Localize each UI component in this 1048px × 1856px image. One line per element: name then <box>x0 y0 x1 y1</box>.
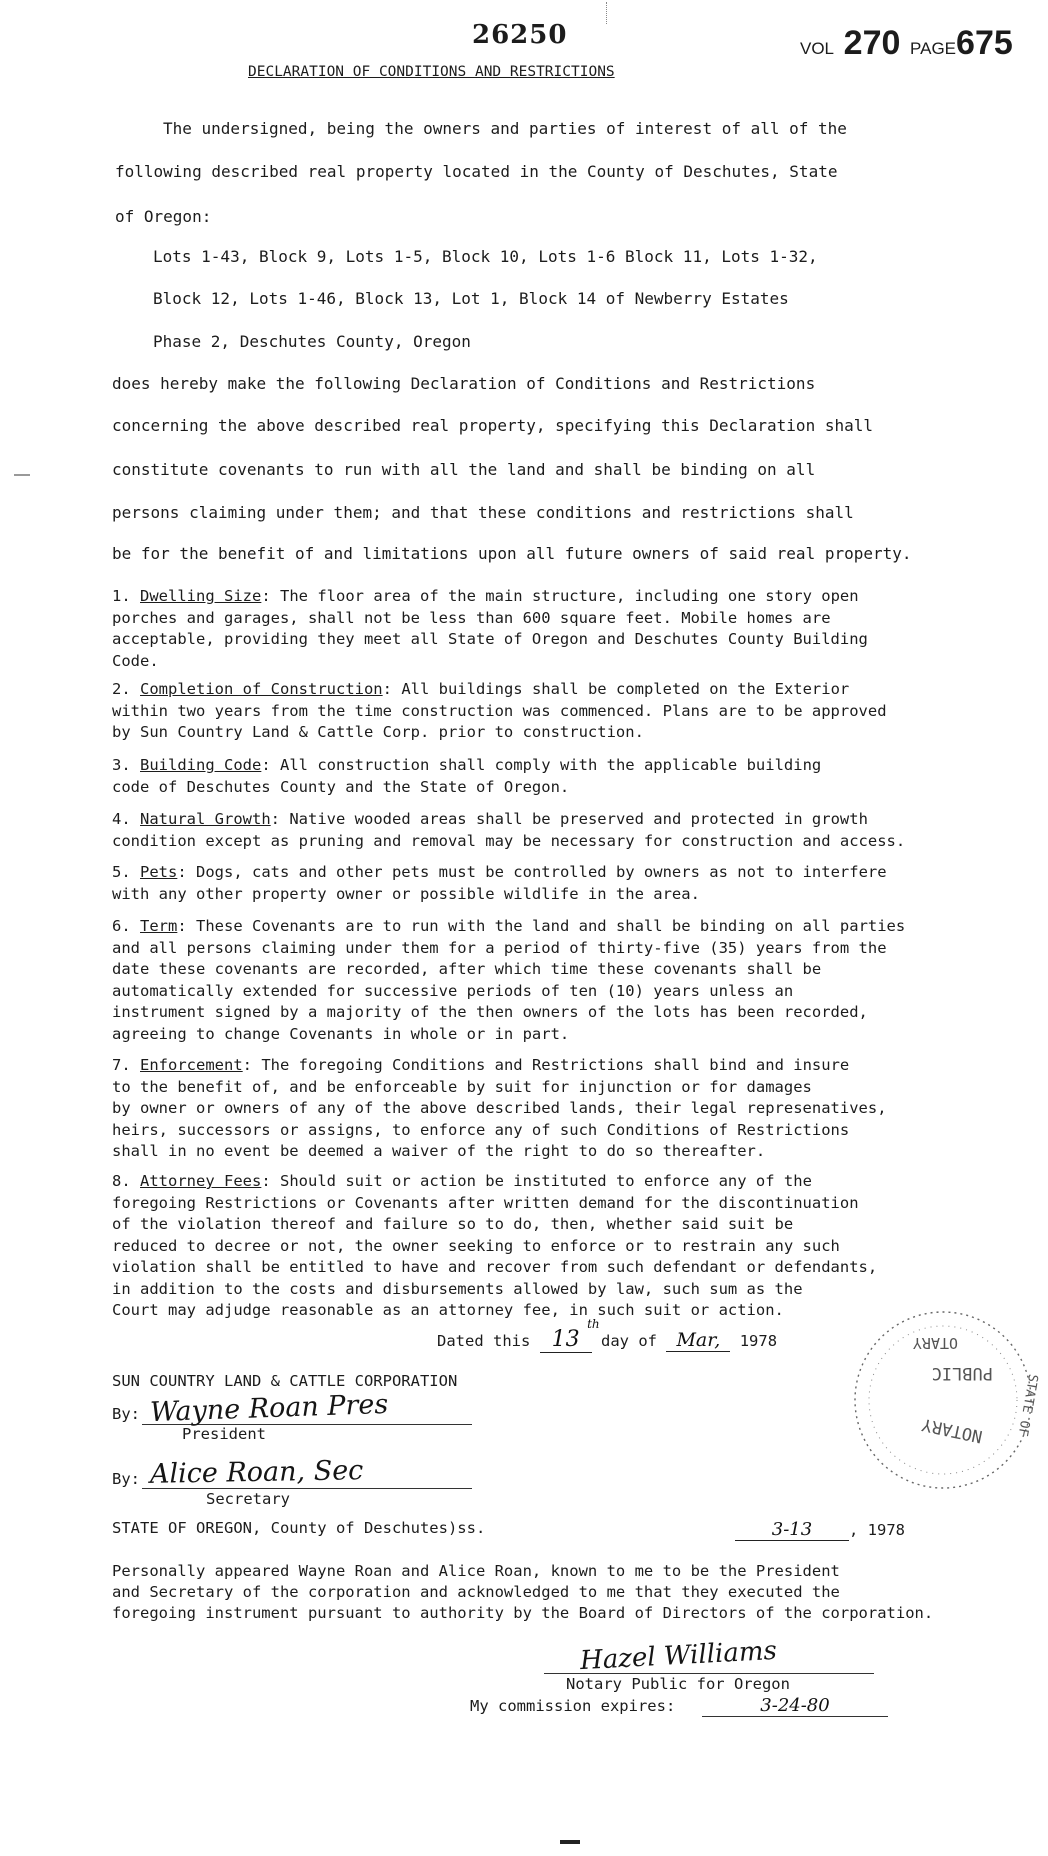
notary-body-line: foregoing instrument pursuant to authority by the Board of Directors of the corporation. <box>112 1604 934 1622</box>
notary-signature-line <box>544 1673 874 1674</box>
intro-closing-line: does hereby make the following Declaration of Conditions and Restrictions <box>112 374 816 393</box>
seal-text-side: STATE OF <box>1014 1372 1041 1438</box>
section-heading: Dwelling Size <box>140 587 262 605</box>
section-text: : All buildings shall be completed on the Exterior <box>382 680 850 698</box>
section-line: with any other property owner or possible wildlife in the area. <box>112 884 700 903</box>
section-text: : These Covenants are to run with the land and shall be binding on all parties <box>177 917 906 935</box>
company-name: SUN COUNTRY LAND & CATTLE CORPORATION <box>112 1372 458 1390</box>
notary-body-line: Personally appeared Wayne Roan and Alice Roan, known to me to be the President <box>112 1562 840 1580</box>
notary-date-blank <box>735 1519 849 1541</box>
section-line: heirs, successors or assigns, to enforce any of such Conditions of Restrictions <box>112 1120 850 1139</box>
section-number: 2. <box>112 680 131 698</box>
scan-artifact <box>606 2 609 24</box>
section-line: to the benefit of, and be enforceable by suit for injunction or for damages <box>112 1077 812 1096</box>
section-heading: Enforcement <box>140 1056 243 1074</box>
section-completion-of-construction <box>112 679 1027 744</box>
page-label: PAGE <box>910 39 957 58</box>
section-attorney-fees <box>112 1171 1027 1322</box>
president-signature: Wayne Roan Pres <box>149 1388 389 1429</box>
section-line: instrument signed by a majority of the then owners of the lots has been recorded, <box>112 1003 868 1021</box>
section-line: condition except as pruning and removal may be necessary for construction and access. <box>112 831 906 850</box>
notary-date-field <box>735 1519 905 1541</box>
section-number: 5. <box>112 863 131 881</box>
intro-closing-line: constitute covenants to run with all the land and shall be binding on all <box>112 460 816 479</box>
notary-seal <box>838 1300 1048 1500</box>
notary-title: Notary Public for Oregon <box>566 1675 790 1693</box>
section-heading: Completion of Construction <box>140 680 383 698</box>
section-line: Court may adjudge reasonable as an attorney fee, in such suit or action. <box>112 1301 784 1319</box>
section-text: : Dogs, cats and other pets must be controlled by owners as not to interfere <box>177 863 887 881</box>
section-first-line <box>112 586 1027 608</box>
section-first-line <box>112 1171 1027 1193</box>
section-line: acceptable, providing they meet all State of Oregon and Deschutes County Building <box>112 630 868 648</box>
section-pets <box>112 862 1027 905</box>
section-text: : The floor area of the main structure, including one story open <box>261 587 859 605</box>
dated-month: Mar, <box>676 1329 721 1351</box>
intro-line: The undersigned, being the owners and parties of interest of all of the <box>163 119 847 138</box>
property-line: Lots 1-43, Block 9, Lots 1-5, Block 10, Lots 1-6 Block 11, Lots 1-32, <box>153 247 818 266</box>
section-first-line <box>112 755 1027 777</box>
commission-label: My commission expires: <box>470 1697 676 1715</box>
section-line: automatically extended for successive periods of ten (10) years unless an <box>112 981 794 1000</box>
by-label-secretary: By: <box>112 1470 140 1488</box>
document-title: DECLARATION OF CONDITIONS AND RESTRICTIONS <box>248 64 615 80</box>
section-line: porches and garages, shall not be less than 600 square feet. Mobile homes are <box>112 608 831 627</box>
section-heading: Pets <box>140 863 178 881</box>
section-first-line <box>112 809 1027 831</box>
seal-text-top: OTARY <box>912 1334 958 1352</box>
section-heading: Term <box>140 917 178 935</box>
vol-label: VOL <box>800 39 835 58</box>
property-line: Block 12, Lots 1-46, Block 13, Lot 1, Block 14 of Newberry Estates <box>153 289 789 308</box>
section-line: and all persons claiming under them for a period of thirty-five (35) years from the <box>112 938 887 957</box>
section-line: by Sun Country Land & Cattle Corp. prior to construction. <box>112 723 644 741</box>
seal-text-mid: PUBLIC <box>931 1363 993 1383</box>
section-line: in addition to the costs and disbursements allowed by law, such sum as the <box>112 1279 803 1298</box>
intro-line: following described real property located in the County of Deschutes, State <box>115 162 838 181</box>
volume-page-stamp <box>800 24 1013 63</box>
section-dwelling-size <box>112 586 1027 672</box>
section-natural-growth <box>112 809 1027 852</box>
dated-prefix: Dated this <box>437 1332 531 1350</box>
vol-number: 270 <box>843 24 901 62</box>
section-first-line <box>112 862 1027 884</box>
intro-line: of Oregon: <box>115 207 212 226</box>
section-term <box>112 916 1027 1045</box>
section-heading: Natural Growth <box>140 810 271 828</box>
president-title: President <box>182 1425 266 1443</box>
section-number: 1. <box>112 587 131 605</box>
commission-date: 3-24-80 <box>760 1695 830 1716</box>
section-line: Code. <box>112 651 159 670</box>
section-text: : The foregoing Conditions and Restrictions shall bind and insure <box>242 1056 850 1074</box>
notary-date: 3-13 <box>771 1519 813 1540</box>
section-line: violation shall be entitled to have and recover from such defendant or defendants, <box>112 1258 878 1276</box>
intro-closing-line: persons claiming under them; and that these conditions and restrictions shall <box>112 503 854 522</box>
page-number: 675 <box>956 24 1013 62</box>
section-text: : Should suit or action be instituted to enforce any of the <box>261 1172 812 1190</box>
notary-venue: STATE OF OREGON, County of Deschutes)ss. <box>112 1519 486 1537</box>
section-first-line <box>112 916 1027 938</box>
section-line: date these covenants are recorded, after which time these covenants shall be <box>112 960 822 978</box>
notary-body-line: and Secretary of the corporation and acknowledged to me that they executed the <box>112 1583 840 1601</box>
section-line: of the violation thereof and failure so to do, then, whether said suit be <box>112 1215 794 1233</box>
section-number: 6. <box>112 917 131 935</box>
dated-day: 13 <box>551 1327 580 1352</box>
dated-month-field <box>666 1329 730 1352</box>
dated-middle: day of <box>601 1332 658 1350</box>
section-first-line <box>112 679 1027 701</box>
notary-signature: Hazel Williams <box>579 1635 778 1677</box>
section-heading: Building Code <box>140 756 262 774</box>
by-label-president: By: <box>112 1405 140 1423</box>
seal-text-low: NOTARY <box>920 1413 985 1447</box>
section-building-code <box>112 755 1027 798</box>
intro-closing-line: be for the benefit of and limitations upon all future owners of said real property. <box>112 544 912 563</box>
section-number: 7. <box>112 1056 131 1074</box>
section-number: 3. <box>112 756 131 774</box>
section-line: within two years from the time construction was commenced. Plans are to be approved <box>112 701 887 720</box>
section-line: foregoing Restrictions or Covenants after written demand for the discontinuation <box>112 1193 859 1212</box>
intro-closing-line: concerning the above described real property, specifying this Declaration shall <box>112 416 873 435</box>
section-line: agreeing to change Covenants in whole or in part. <box>112 1024 570 1043</box>
dated-line <box>437 1317 778 1353</box>
section-text: : All construction shall comply with the applicable building <box>261 756 822 774</box>
section-heading: Attorney Fees <box>140 1172 262 1190</box>
scan-artifact <box>560 1840 580 1844</box>
section-line: shall in no event be deemed a waiver of the right to do so thereafter. <box>112 1142 766 1160</box>
section-line: by owner or owners of any of the above described lands, their legal represenatives, <box>112 1099 887 1117</box>
section-number: 8. <box>112 1172 131 1190</box>
section-line: code of Deschutes County and the State of Oregon. <box>112 777 570 796</box>
section-enforcement <box>112 1055 1027 1163</box>
property-line: Phase 2, Deschutes County, Oregon <box>153 332 471 351</box>
scan-artifact <box>14 474 30 476</box>
section-number: 4. <box>112 810 131 828</box>
section-text: : Native wooded areas shall be preserved and protected in growth <box>270 810 868 828</box>
commission-date-field <box>702 1695 888 1717</box>
secretary-signature: Alice Roan, Sec <box>149 1455 364 1490</box>
section-first-line <box>112 1055 1027 1077</box>
document-number: 26250 <box>472 20 568 50</box>
dated-day-suffix: th <box>587 1317 600 1331</box>
dated-year: 1978 <box>739 1332 778 1350</box>
dated-day-field <box>540 1317 600 1353</box>
notary-year: , 1978 <box>849 1521 905 1539</box>
section-line: reduced to decree or not, the owner seeking to enforce or to restrain any such <box>112 1236 840 1255</box>
secretary-title: Secretary <box>206 1490 290 1508</box>
